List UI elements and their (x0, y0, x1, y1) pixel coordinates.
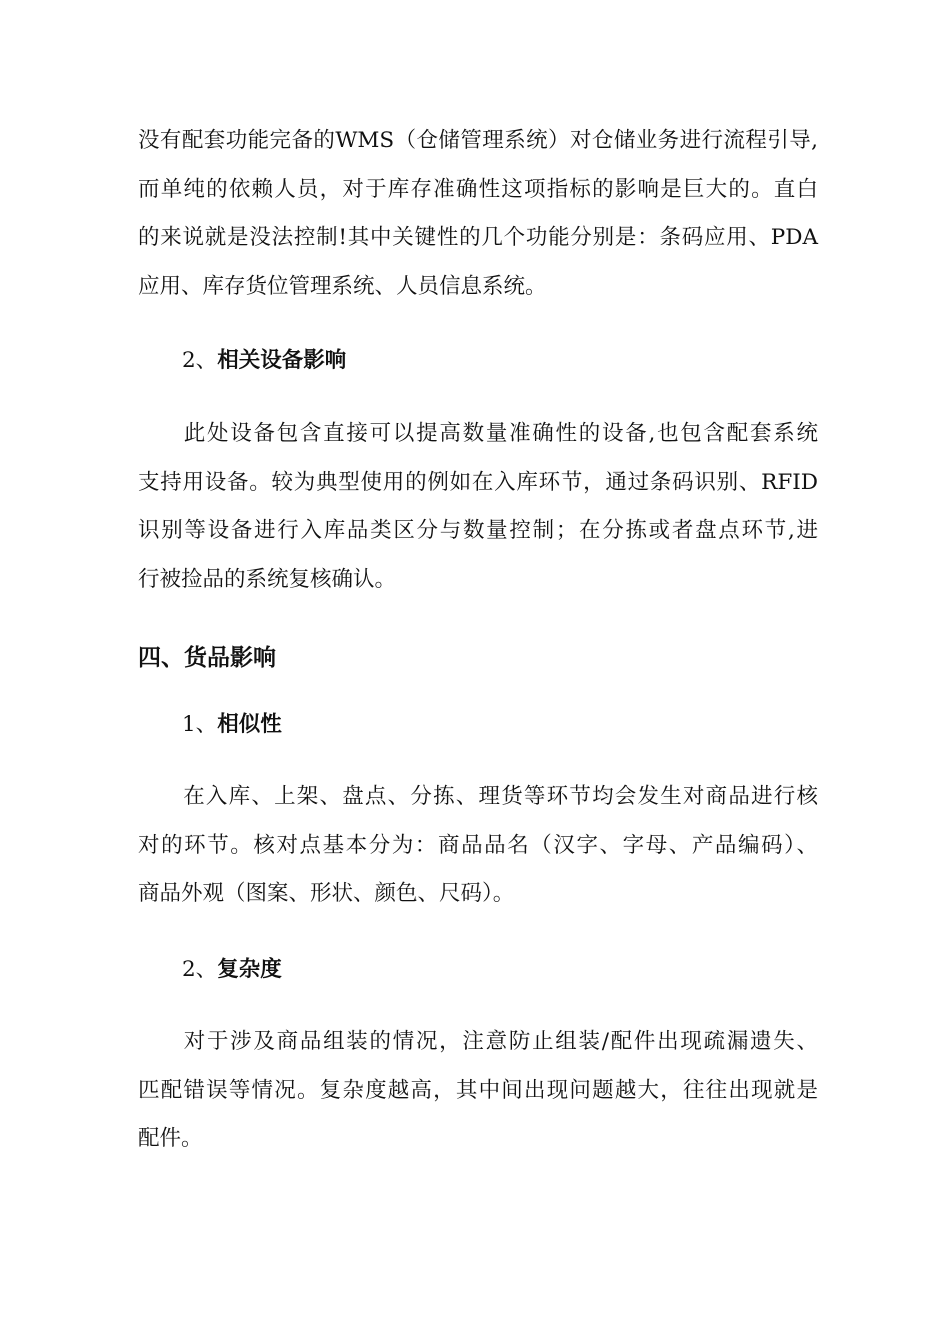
section-heading-complexity (182, 955, 282, 985)
text-line: 应用、库存货位管理系统、人员信息系统。 (138, 273, 547, 299)
text-line: 而单纯的依赖人员，对于库存准确性这项指标的影响是巨大的。直白 (138, 176, 818, 202)
section-heading-similarity (182, 710, 282, 740)
heading-number: 1、 (182, 712, 218, 737)
chapter-heading-goods: 四、货品影响 (138, 645, 276, 671)
text-line: 支持用设备。较为典型使用的例如在入库环节，通过条码识别、RFID (138, 469, 818, 495)
text-line: 匹配错误等情况。复杂度越高，其中间出现问题越大，往往出现就是 (138, 1077, 818, 1103)
heading-text: 复杂度 (217, 957, 282, 982)
text-line: 行被捡品的系统复核确认。 (138, 566, 397, 592)
text-line-content: 此处设备包含直接可以提高数量准确性的设备,也包含配套系统 (182, 421, 818, 446)
section-heading-equipment (182, 346, 346, 376)
text-line: 配件。 (138, 1126, 203, 1151)
text-line-content: 在入库、上架、盘点、分拣、理货等环节均会发生对商品进行核 (182, 784, 818, 809)
text-line (138, 773, 818, 822)
heading-number: 2、 (182, 348, 218, 373)
paragraph-wms (138, 117, 818, 311)
text-line: 对的环节。核对点基本分为：商品品名（汉字、字母、产品编码）、 (138, 832, 818, 858)
text-line: 商品外观（图案、形状、颜色、尺码）。 (138, 881, 515, 906)
heading-text: 相关设备影响 (217, 348, 347, 373)
text-line-content: 对于涉及商品组装的情况，注意防止组装/配件出现疏漏遗失、 (182, 1029, 818, 1054)
heading-number: 2、 (182, 957, 218, 982)
paragraph-equipment (138, 410, 818, 604)
text-line (138, 1018, 818, 1067)
text-line: 没有配套功能完备的WMS（仓储管理系统）对仓储业务进行流程引导, (138, 128, 818, 153)
text-line: 识别等设备进行入库品类区分与数量控制；在分拣或者盘点环节,进 (138, 518, 818, 543)
paragraph-complexity (138, 1018, 818, 1164)
text-line: 的来说就是没法控制!其中关键性的几个功能分别是：条码应用、PDA (138, 225, 818, 250)
heading-text: 相似性 (217, 712, 282, 737)
text-line (138, 410, 818, 459)
paragraph-similarity (138, 773, 818, 919)
